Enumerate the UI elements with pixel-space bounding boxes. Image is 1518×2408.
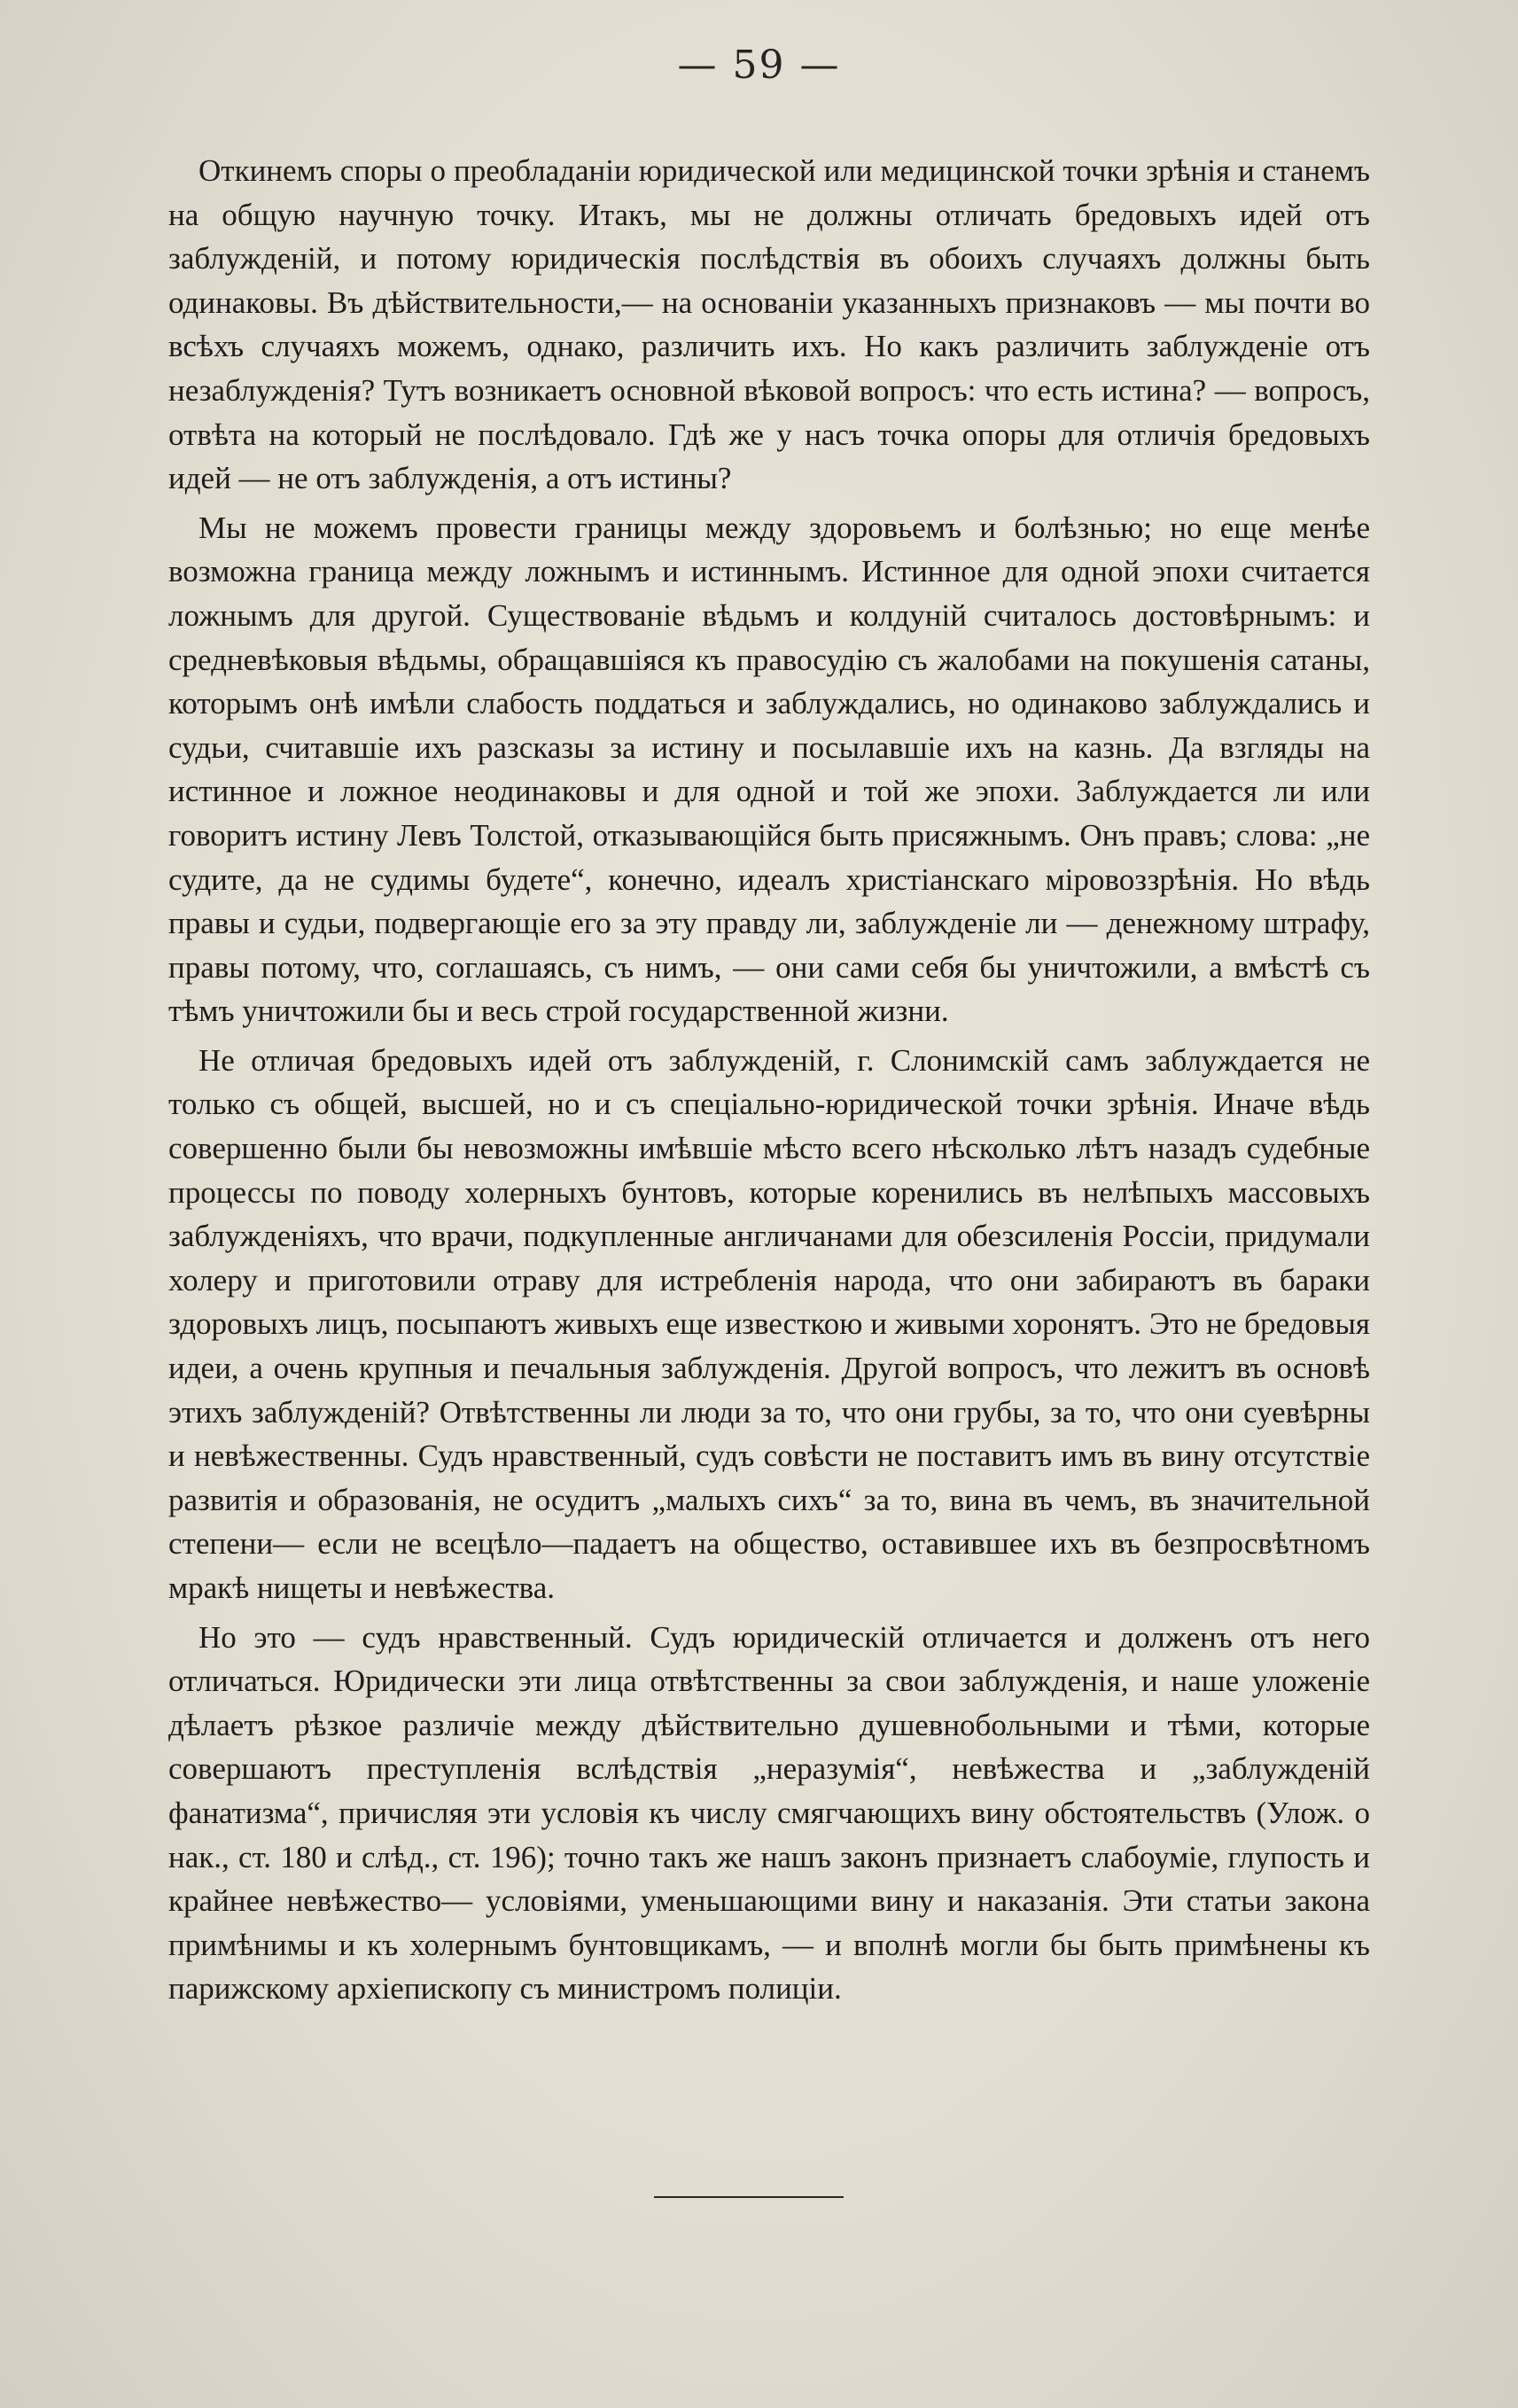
section-end-rule: [654, 2196, 844, 2198]
body-text: [168, 149, 1370, 2011]
paragraph: Откинемъ споры о преобладаніи юридической или медицинской точки зрѣнія и станемъ на общую научную точку. Итакъ, мы не должны отличать бредовыхъ идей отъ заблужденій, и потому юридическія послѣдствія въ обоихъ случаяхъ должны быть одинаковы. Въ дѣйствительности,— на основаніи указанныхъ признаковъ — мы почти во всѣхъ случаяхъ можемъ, однако, различить ихъ. Но какъ различить заблужденіе отъ незаблужденія? Тутъ возникаетъ основной вѣковой вопросъ: что есть истина? — вопросъ, отвѣта на который не послѣдовало. Гдѣ же у насъ точка опоры для отличія бредовыхъ идей — не отъ заблужденія, а отъ истины?: [168, 153, 1370, 496]
page-number: — 59 —: [677, 43, 841, 88]
paragraph: Мы не можемъ провести границы между здоровьемъ и болѣзнью; но еще менѣе возможна граница между ложнымъ и истиннымъ. Истинное для одной эпохи считается ложнымъ для другой. Существованіе вѣдьмъ и колдуній считалось достовѣрнымъ: и средневѣковыя вѣдьмы, обращавшіяся къ правосудію съ жалобами на покушенія сатаны, которымъ онѣ имѣли слабость поддаться и заблуждались, но одинаково заблуждались и судьи, считавшіе ихъ разсказы за истину и посылавшіе ихъ на казнь. Да взгляды на истинное и ложное неодинаковы и для одной и той же эпохи. Заблуждается ли или говоритъ истину Левъ Толстой, отказывающійся быть присяжнымъ. Онъ правъ; слова: „не судите, да не судимы будете“, конечно, идеалъ христіанскаго міровоззрѣнія. Но вѣдь правы и судьи, подвергающіе его за эту правду ли, заблужденіе ли — денежному штрафу, правы потому, что, соглашаясь, съ нимъ, — они сами себя бы уничтожили, а вмѣстѣ съ тѣмъ уничтожили бы и весь строй государственной жизни.: [168, 510, 1370, 1029]
paragraph: Не отличая бредовыхъ идей отъ заблужденій, г. Слонимскій самъ заблуждается не только съ общей, высшей, но и съ спеціально-юридической точки зрѣнія. Иначе вѣдь совершенно были бы невозможны имѣвшіе мѣсто всего нѣсколько лѣтъ назадъ судебные процессы по поводу холерныхъ бунтовъ, которые коренились въ нелѣпыхъ массовыхъ заблужденіяхъ, что врачи, подкупленные англичанами для обезсиленія Россіи, придумали холеру и приготовили отраву для истребленія народа, что они забираютъ въ бараки здоровыхъ лицъ, посыпаютъ живыхъ еще известкою и живыми хоронятъ. Это не бредовыя идеи, а очень крупныя и печальныя заблужденія. Другой вопросъ, что лежитъ въ основѣ этихъ заблужденій? Отвѣтственны ли люди за то, что они грубы, за то, что они суевѣрны и невѣжественны. Судъ нравственный, судъ совѣсти не поставитъ имъ въ вину отсутствіе развитія и образованія, не осудитъ „малыхъ сихъ“ за то, вина въ чемъ, въ значительной степени— если не всецѣло—падаетъ на общество, оставившее ихъ въ безпросвѣтномъ мракѣ нищеты и невѣжества.: [168, 1042, 1370, 1605]
paragraph: Но это — судъ нравственный. Судъ юридическій отличается и долженъ отъ него отличаться. Юридически эти лица отвѣтственны за свои заблужденія, и наше уложеніе дѣлаетъ рѣзкое различіе между дѣйствительно душевнобольными и тѣми, которые совершаютъ преступленія вслѣдствія „неразумія“, невѣжества и „заблужденій фанатизма“, причисляя эти условія къ числу смягчающихъ вину обстоятельствъ (Улож. о нак., ст. 180 и слѣд., ст. 196); точно такъ же нашъ законъ признаетъ слабоуміе, глупость и крайнее невѣжество— условіями, уменьшающими вину и наказанія. Эти статьи закона примѣнимы и къ холернымъ бунтовщикамъ, — и вполнѣ могли бы быть примѣнены къ парижскому архіепископу съ министромъ полиціи.: [168, 1619, 1370, 2007]
